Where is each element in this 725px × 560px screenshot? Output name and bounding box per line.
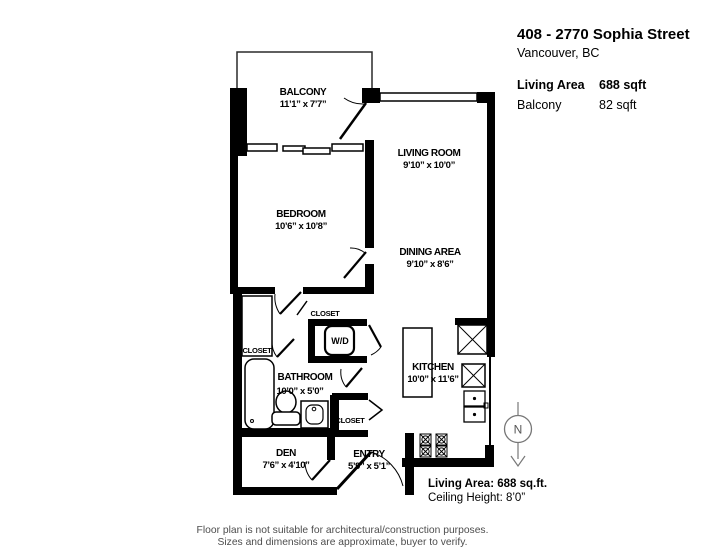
wall-left-lower bbox=[233, 293, 242, 495]
living-area-label: Living Area bbox=[517, 78, 585, 92]
balcony-area-value: 82 sqft bbox=[599, 98, 637, 112]
living-area-value: 688 sqft bbox=[599, 78, 647, 92]
entry-label: ENTRY bbox=[353, 449, 385, 460]
oven-dishwasher bbox=[464, 391, 488, 422]
disclaimer-line-2: Sizes and dimensions are approximate, buyer to verify. bbox=[217, 537, 468, 549]
ceiling-height-note: Ceiling Height: 8’0” bbox=[428, 492, 526, 504]
hall-closet-label: CLOSET bbox=[242, 346, 272, 355]
balcony-door bbox=[340, 98, 366, 139]
wall-laundry-bottom bbox=[308, 356, 367, 363]
bedroom-hall-door bbox=[275, 292, 301, 314]
balcony-label: BALCONY bbox=[279, 87, 327, 98]
wall-balcony-left bbox=[230, 88, 247, 156]
dining-area-dims: 9’10” x 8’6” bbox=[406, 259, 454, 270]
laundry-door bbox=[369, 325, 381, 355]
wall-bottom bbox=[233, 487, 337, 495]
wall-entry-right bbox=[405, 433, 414, 495]
disclaimer-line-1: Floor plan is not suitable for architectural/construction purposes. bbox=[196, 525, 489, 536]
balcony-area-label: Balcony bbox=[517, 98, 562, 112]
disclaimer bbox=[20, 525, 665, 550]
wall-livingroom-topleft bbox=[362, 88, 380, 103]
kitchen-fixtures bbox=[403, 325, 488, 457]
bathroom-sink bbox=[301, 401, 328, 428]
entry-dims: 5’9” x 5’1” bbox=[347, 461, 391, 472]
balcony-outline bbox=[237, 52, 372, 92]
balcony-window-1 bbox=[247, 144, 277, 151]
bathroom-dims: 10’0” x 5’0” bbox=[276, 386, 324, 397]
laundry-closet-label: CLOSET bbox=[310, 309, 340, 318]
kitchen-sink bbox=[462, 364, 485, 387]
kitchen-dims: 10’0” x 11’6” bbox=[407, 374, 459, 385]
wall-right bbox=[487, 92, 495, 357]
wall-bedroom-bottom bbox=[303, 287, 374, 294]
entry-closet-label: CLOSET bbox=[335, 416, 365, 425]
den-dims: 7’6” x 4’10” bbox=[262, 460, 310, 471]
plan-notes bbox=[428, 478, 547, 504]
wall-bedroom-left bbox=[230, 156, 238, 293]
wall-entry-closet-bottom bbox=[332, 430, 368, 437]
balcony-dims: 11’1” x 7’7” bbox=[279, 99, 327, 110]
bathroom-door bbox=[272, 339, 294, 357]
wall-kitchen-top bbox=[455, 318, 495, 325]
bathtub bbox=[245, 359, 274, 429]
wall-bathroom-den-divider bbox=[233, 428, 337, 437]
hall-kitchen-door bbox=[341, 368, 362, 387]
living-room-dims: 9’10” x 10’0” bbox=[403, 160, 455, 171]
bedroom-dims: 10’6” x 10’8” bbox=[275, 221, 327, 232]
living-room-window bbox=[380, 93, 477, 101]
bathroom-label: BATHROOM bbox=[277, 372, 333, 383]
washer-dryer-label: W/D bbox=[331, 336, 349, 346]
balcony-window-2 bbox=[283, 146, 305, 151]
wall-left-jog bbox=[230, 287, 275, 294]
listing-address: 408 - 2770 Sophia Street bbox=[517, 26, 690, 43]
den-label: DEN bbox=[276, 448, 296, 459]
dining-area-label: DINING AREA bbox=[399, 247, 461, 258]
stove-burners bbox=[420, 434, 447, 457]
bedroom-dining-door bbox=[344, 248, 366, 278]
fridge bbox=[458, 325, 487, 354]
north-compass bbox=[505, 402, 532, 466]
kitchen-label: KITCHEN bbox=[412, 362, 454, 373]
living-room-label: LIVING ROOM bbox=[397, 148, 461, 159]
bedroom-label: BEDROOM bbox=[276, 209, 326, 220]
wall-bedroom-right-upper bbox=[365, 140, 374, 248]
balcony-window-3 bbox=[303, 148, 330, 154]
entry-closet-door bbox=[369, 400, 382, 420]
laundry-closet-door bbox=[297, 301, 307, 315]
north-label: N bbox=[513, 422, 523, 437]
balcony-window-4 bbox=[332, 144, 363, 151]
wall-kitchen-bottom bbox=[402, 458, 494, 467]
living-area-note: Living Area: 688 sq.ft. bbox=[428, 478, 548, 490]
wall-den-right bbox=[327, 437, 335, 460]
listing-city: Vancouver, BC bbox=[517, 46, 600, 60]
